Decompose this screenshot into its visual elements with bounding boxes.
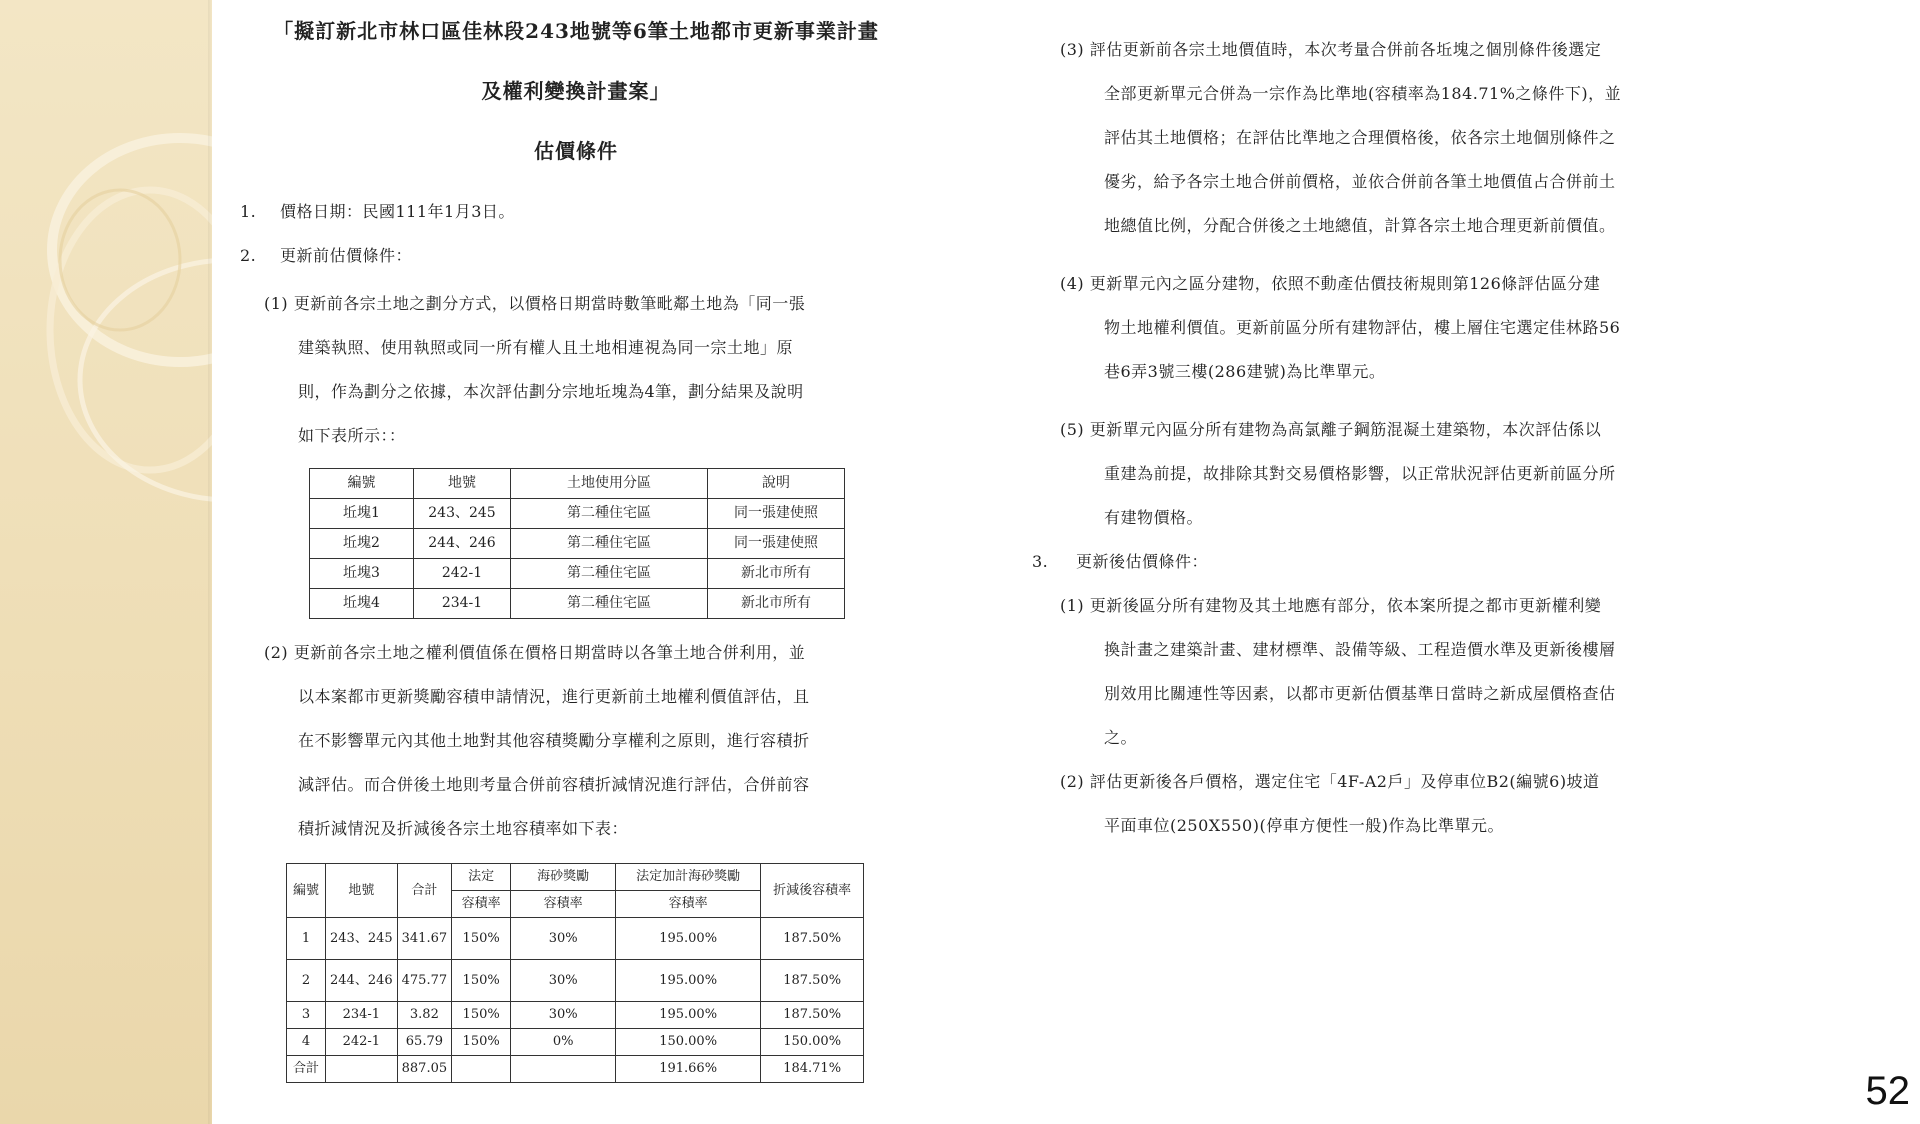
document-title-line-2: 及權利變換計畫案」 — [481, 79, 671, 103]
subitem-2-2 — [240, 631, 912, 851]
table-cell: 第二種住宅區 — [511, 529, 708, 559]
table-cell — [326, 1056, 398, 1083]
table-cell: 30% — [511, 918, 616, 960]
table-cell: 150% — [452, 960, 511, 1002]
table-cell — [452, 1056, 511, 1083]
subitem-2-4-line: 物土地權利價值。更新前區分所有建物評估，樓上層住宅選定佳林路56 — [1104, 318, 1621, 337]
table-cell: 坵塊3 — [310, 559, 414, 589]
subitem-2-3-line: 評估其土地價格；在評估比準地之合理價格後，依各宗土地個別條件之 — [1104, 128, 1616, 147]
subitem-3-1 — [1060, 584, 1740, 760]
table-row — [287, 960, 864, 1002]
subitem-2-5-line: 重建為前提，故排除其對交易價格影響，以正常狀況評估更新前區分所 — [1104, 464, 1616, 483]
table-cell: 0% — [511, 1029, 616, 1056]
table-cell: 坵塊1 — [310, 499, 414, 529]
table-cell: 同一張建使照 — [708, 499, 845, 529]
subitem-2-1-line: 則，作為劃分之依據，本次評估劃分宗地坵塊為4筆，劃分結果及說明 — [298, 382, 804, 401]
table-cell: 887.05 — [397, 1056, 452, 1083]
table-row — [287, 1002, 864, 1029]
table-cell: 243、245 — [326, 918, 398, 960]
subitem-2-1-line: (1) 更新前各宗土地之劃分方式，以價格日期當時數筆毗鄰土地為「同一張 — [264, 294, 806, 313]
table-cell: 3.82 — [397, 1002, 452, 1029]
table-cell: 150% — [452, 1029, 511, 1056]
subitem-3-1-line: 換計畫之建築計畫、建材標準、設備等級、工程造價水準及更新後樓層 — [1104, 640, 1616, 659]
parcel-division-table — [309, 468, 845, 619]
subitem-3-1-line: 別效用比關連性等因素，以都市更新估價基準日當時之新成屋價格查估 — [1104, 684, 1616, 703]
subitem-2-5-line: (5) 更新單元內區分所有建物為高氯離子鋼筋混凝土建築物，本次評估係以 — [1060, 420, 1602, 439]
subitem-2-3-line: 全部更新單元合併為一宗作為比準地(容積率為184.71%之條件下)，並 — [1104, 84, 1622, 103]
subitem-2-3-line: 地總值比例，分配合併後之土地總值，計算各宗土地合理更新前價值。 — [1104, 216, 1616, 235]
table-total-row — [287, 1056, 864, 1083]
table-cell: 同一張建使照 — [708, 529, 845, 559]
table-cell: 234-1 — [326, 1002, 398, 1029]
table-row — [310, 499, 845, 529]
table-cell: 1 — [287, 918, 326, 960]
table-cell: 187.50% — [761, 960, 864, 1002]
table-cell: 341.67 — [397, 918, 452, 960]
table-cell: 4 — [287, 1029, 326, 1056]
left-column — [240, 14, 912, 1083]
document-title-line-1: 「擬訂新北市林口區佳林段243地號等6筆土地都市更新事業計畫 — [273, 19, 879, 43]
subitem-2-3 — [1060, 28, 1740, 248]
table-cell: 187.50% — [761, 1002, 864, 1029]
table-cell: 150.00% — [761, 1029, 864, 1056]
table-cell: 244、246 — [326, 960, 398, 1002]
table-header-cell: 容積率 — [452, 891, 511, 918]
subitem-2-3-line: 優劣，給予各宗土地合併前價格，並依合併前各筆土地價值占合併前土 — [1104, 172, 1616, 191]
subitem-2-3-line: (3) 評估更新前各宗土地價值時，本次考量合併前各坵塊之個別條件後選定 — [1060, 40, 1602, 59]
subitem-2-2-line: 以本案都市更新獎勵容積申請情況，進行更新前土地權利價值評估，且 — [298, 687, 810, 706]
table-cell: 3 — [287, 1002, 326, 1029]
floor-area-ratio-table — [286, 863, 864, 1083]
table-cell: 合計 — [287, 1056, 326, 1083]
subitem-2-1-line: 如下表所示：： — [298, 426, 406, 445]
table-header-cell: 容積率 — [616, 891, 761, 918]
table-header-cell: 法定 — [452, 864, 511, 891]
table-cell: 242-1 — [326, 1029, 398, 1056]
table-cell: 195.00% — [616, 918, 761, 960]
item-1 — [240, 190, 912, 234]
table-header-row — [287, 864, 864, 891]
decorative-sidebar — [0, 0, 212, 1124]
table-cell: 第二種住宅區 — [511, 559, 708, 589]
page-number: 52 — [1865, 1069, 1910, 1113]
item-1-text: 價格日期：民國111年1月3日。 — [280, 202, 515, 221]
table-row — [287, 918, 864, 960]
table-row — [310, 559, 845, 589]
table-cell: 234-1 — [414, 589, 511, 619]
table-cell: 新北市所有 — [708, 559, 845, 589]
table-cell: 244、246 — [414, 529, 511, 559]
table-header-row — [310, 469, 845, 499]
subitem-2-1-line: 建築執照、使用執照或同一所有權人且土地相連視為同一宗土地」原 — [298, 338, 794, 357]
subitem-2-4-line: (4) 更新單元內之區分建物，依照不動產估價技術規則第126條評估區分建 — [1060, 274, 1601, 293]
item-3-number: 3. — [1032, 552, 1049, 571]
subitem-2-5-line: 有建物價格。 — [1104, 508, 1204, 527]
subitem-2-2-line: 減評估。而合併後土地則考量合併前容積折減情況進行評估，合併前容 — [298, 775, 810, 794]
subitem-3-2 — [1060, 760, 1740, 848]
subitem-2-1 — [240, 282, 912, 458]
table-cell: 184.71% — [761, 1056, 864, 1083]
table-cell: 30% — [511, 960, 616, 1002]
subitem-2-4 — [1060, 262, 1740, 394]
subitem-2-4-line: 巷6弄3號三樓(286建號)為比準單元。 — [1104, 362, 1386, 381]
table-cell: 2 — [287, 960, 326, 1002]
table-header-cell: 編號 — [310, 469, 414, 499]
table-header-cell: 地號 — [326, 864, 398, 918]
item-2-number: 2. — [240, 246, 257, 265]
table-cell: 150% — [452, 1002, 511, 1029]
table-cell: 坵塊2 — [310, 529, 414, 559]
table-cell: 坵塊4 — [310, 589, 414, 619]
subitem-2-2-line: (2) 更新前各宗土地之權利價值係在價格日期當時以各筆土地合併利用，並 — [264, 643, 806, 662]
table-header-cell: 折減後容積率 — [761, 864, 864, 918]
table-cell: 150% — [452, 918, 511, 960]
item-2 — [240, 234, 912, 278]
table-header-cell: 容積率 — [511, 891, 616, 918]
table-cell: 新北市所有 — [708, 589, 845, 619]
subitem-3-2-line: 平面車位(250X550)(停車方便性一般)作為比準單元。 — [1104, 816, 1504, 835]
table-cell: 65.79 — [397, 1029, 452, 1056]
table-row — [310, 589, 845, 619]
table-cell: 195.00% — [616, 1002, 761, 1029]
table-header-cell: 說明 — [708, 469, 845, 499]
item-1-number: 1. — [240, 202, 257, 221]
table-cell: 第二種住宅區 — [511, 499, 708, 529]
right-column — [1032, 28, 1740, 848]
subitem-2-5 — [1060, 408, 1740, 540]
table-cell: 191.66% — [616, 1056, 761, 1083]
subitem-3-1-line: 之。 — [1104, 728, 1138, 747]
item-3-text: 更新後估價條件： — [1076, 552, 1209, 571]
subitem-3-1-line: (1) 更新後區分所有建物及其土地應有部分，依本案所提之都市更新權利變 — [1060, 596, 1602, 615]
table-cell: 242-1 — [414, 559, 511, 589]
table-row — [310, 529, 845, 559]
table-header-cell: 土地使用分區 — [511, 469, 708, 499]
subitem-2-2-line: 在不影響單元內其他土地對其他容積獎勵分享權利之原則，進行容積折 — [298, 731, 810, 750]
table-header-cell: 合計 — [397, 864, 452, 918]
table-header-cell: 編號 — [287, 864, 326, 918]
table-cell: 243、245 — [414, 499, 511, 529]
table-cell: 30% — [511, 1002, 616, 1029]
decorative-rings-graphic — [0, 0, 212, 1124]
table-cell: 150.00% — [616, 1029, 761, 1056]
section-heading: 估價條件 — [534, 139, 618, 163]
table-cell: 第二種住宅區 — [511, 589, 708, 619]
table-cell — [511, 1056, 616, 1083]
subitem-3-2-line: (2) 評估更新後各戶價格，選定住宅「4F-A2戶」及停車位B2(編號6)坡道 — [1060, 772, 1600, 791]
item-3 — [1032, 540, 1740, 584]
table-header-cell: 海砂獎勵 — [511, 864, 616, 891]
table-cell: 187.50% — [761, 918, 864, 960]
item-2-text: 更新前估價條件： — [280, 246, 413, 265]
subitem-2-2-line: 積折減情況及折減後各宗土地容積率如下表： — [298, 819, 629, 838]
table-header-cell: 法定加計海砂獎勵 — [616, 864, 761, 891]
table-header-cell: 地號 — [414, 469, 511, 499]
table-row — [287, 1029, 864, 1056]
table-cell: 195.00% — [616, 960, 761, 1002]
table-cell: 475.77 — [397, 960, 452, 1002]
